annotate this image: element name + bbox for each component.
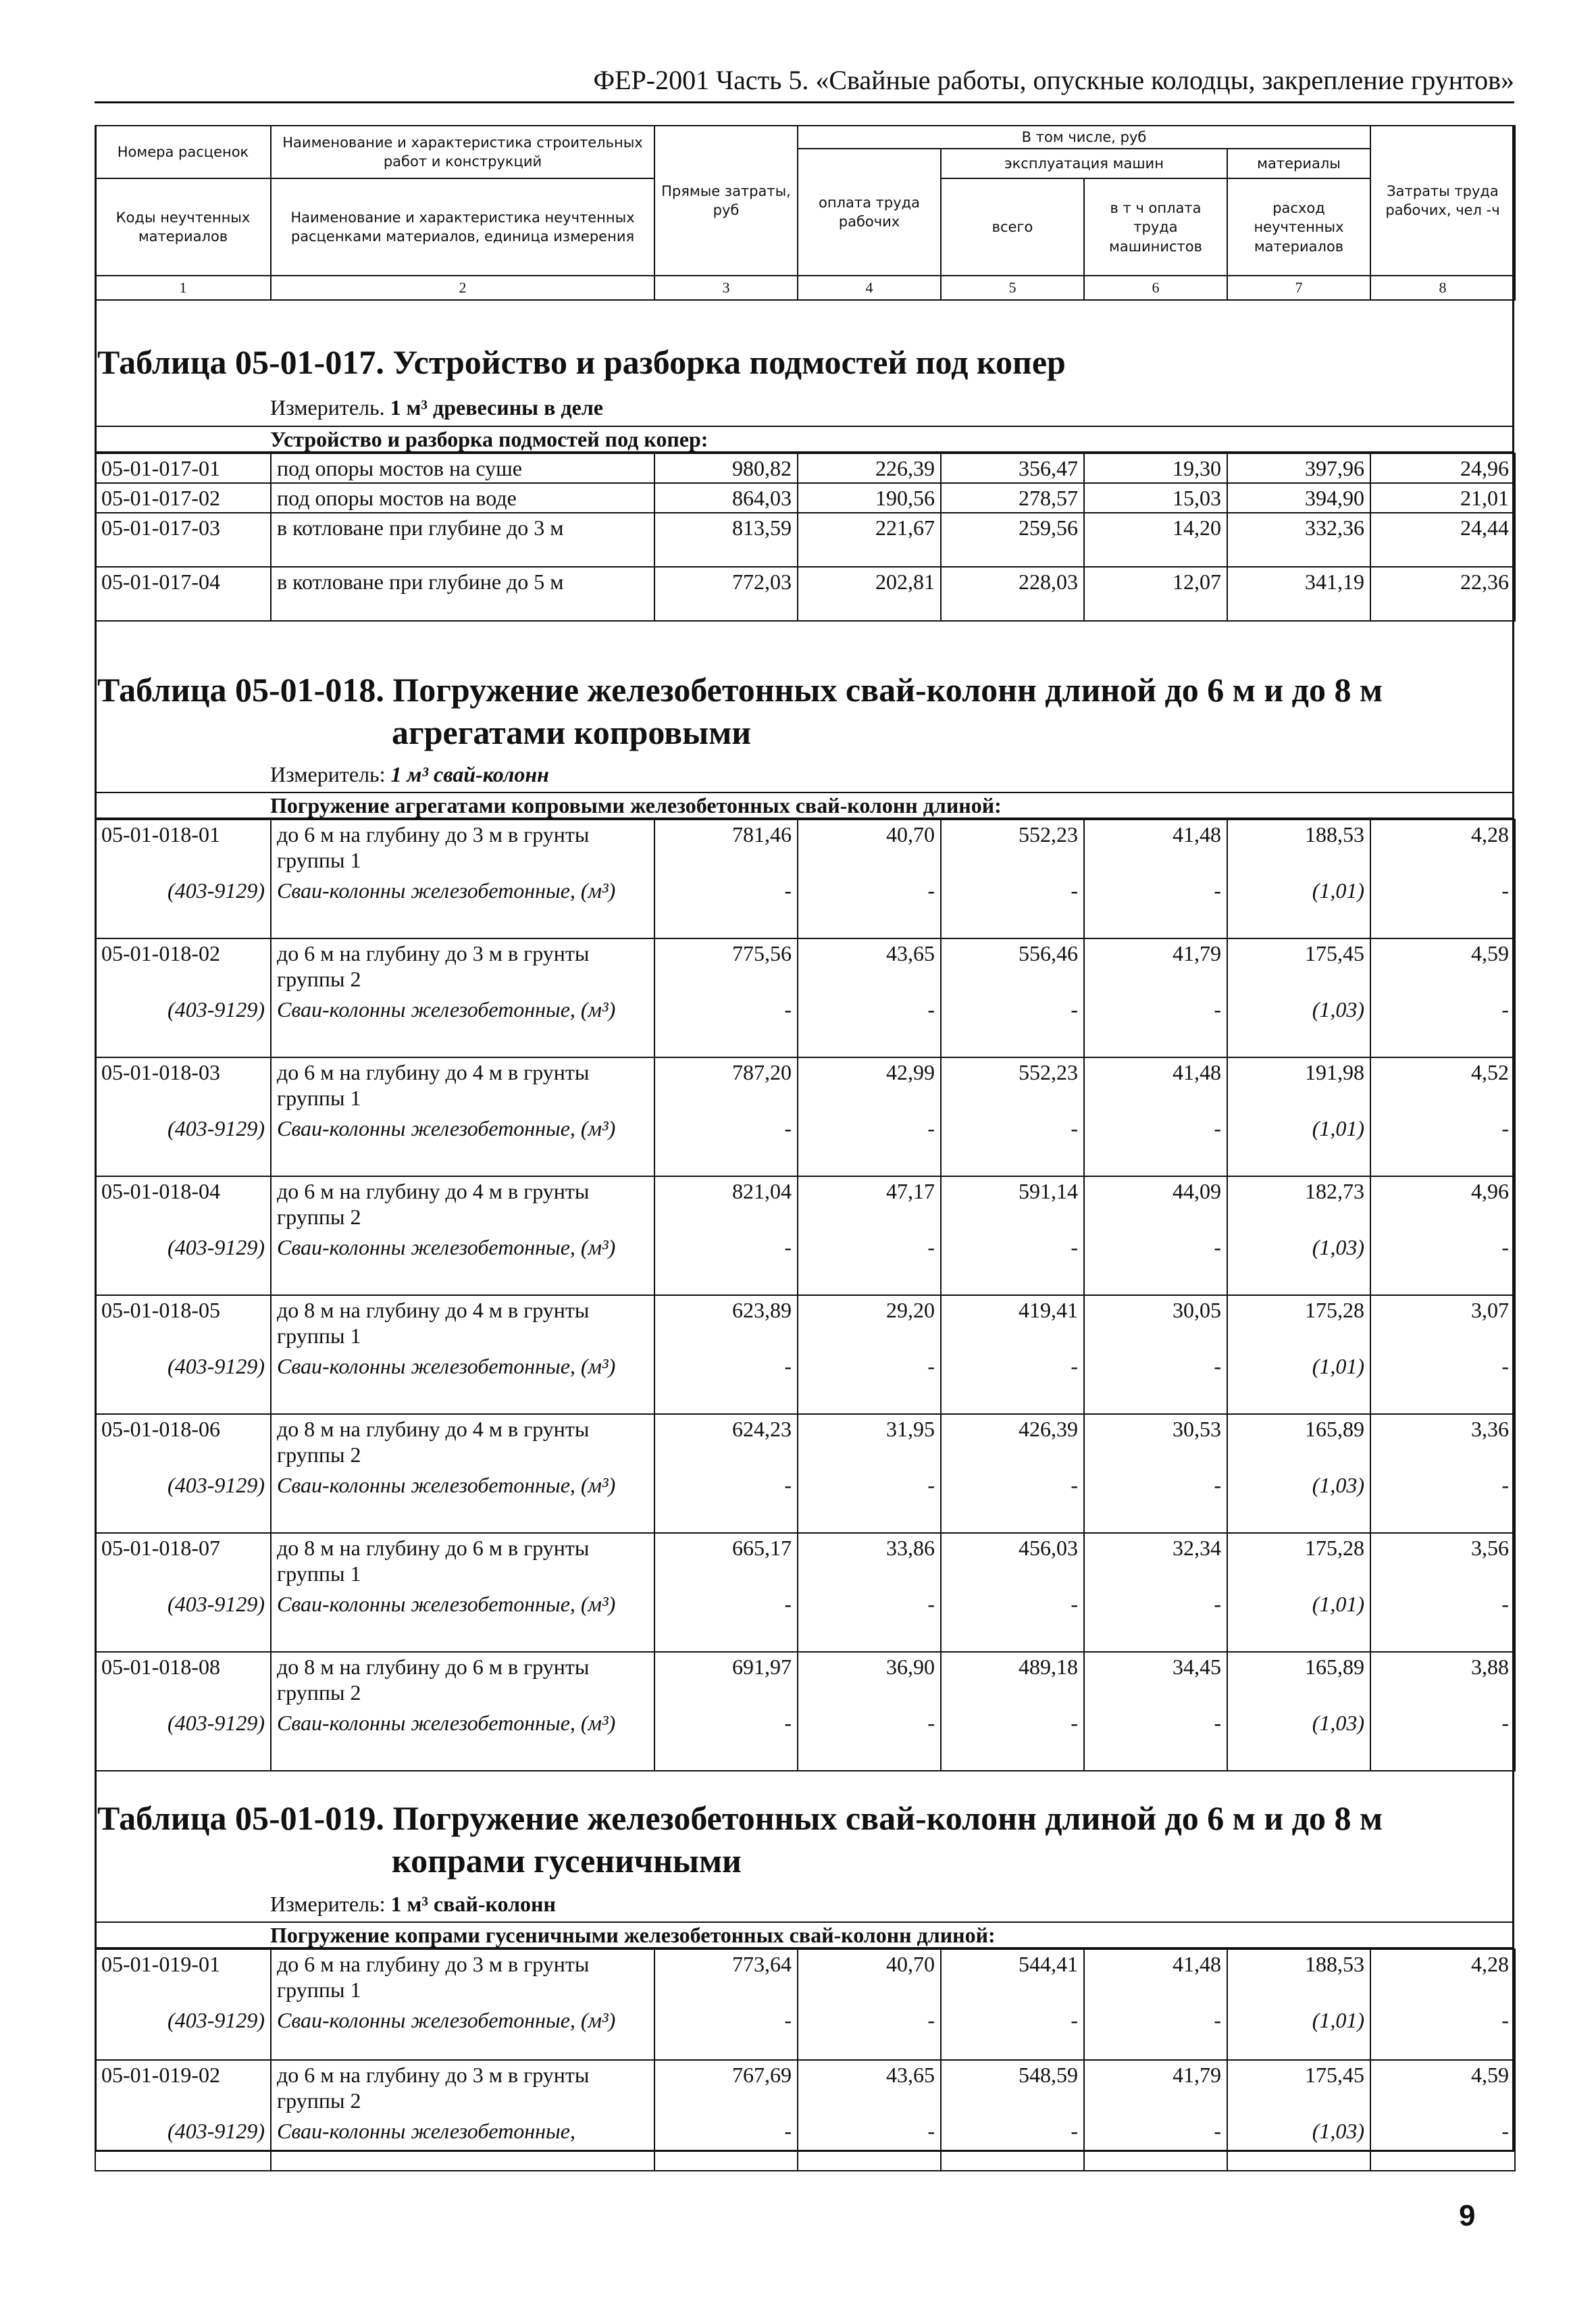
cost-value: 591,14 [941,1176,1084,1233]
rate-code: 05-01-018-03 [95,1057,271,1114]
table-row [95,938,1515,995]
material-value: - [1084,1352,1227,1414]
table-row [95,513,1515,567]
material-value: - [1370,1471,1515,1533]
material-row [95,1590,1515,1652]
measure-value: 1 м³ древесины в деле [390,395,603,420]
cost-value: 767,69 [654,2060,798,2117]
col5-header: всего [941,178,1084,276]
cost-value: 165,89 [1227,1414,1370,1471]
cost-value: 665,17 [654,1533,798,1590]
work-name: до 8 м на глубину до 6 м в грунты группы 2 [271,1652,654,1709]
col2-top: Наименование и характеристика строительных работ и конструкций [271,126,654,178]
material-value: (1,01) [1227,1352,1370,1414]
cost-value: 624,23 [654,1414,798,1471]
cost-value: 41,48 [1084,1949,1227,2006]
cost-value: 4,28 [1370,1949,1515,2006]
cost-value: 394,90 [1227,483,1370,513]
table-row [95,1652,1515,1709]
section-018-table [95,819,1516,1771]
cost-value: 175,45 [1227,2060,1370,2117]
cost-value: 190,56 [798,483,941,513]
cost-value: 188,53 [1227,820,1370,876]
cost-value: 24,96 [1370,453,1515,483]
rate-code: 05-01-018-07 [95,1533,271,1590]
intro-text: Погружение агрегатами копровыми железобетонных свай-колонн длиной: [270,793,1002,818]
table-row [95,1533,1515,1590]
material-value: (1,03) [1227,995,1370,1057]
work-name: до 8 м на глубину до 4 м в грунты группы 2 [271,1414,654,1471]
section-019-intro [95,1921,1514,1948]
cost-value: 188,53 [1227,1949,1370,2006]
material-value: - [941,1709,1084,1771]
material-value: - [654,876,798,938]
header-rule [95,101,1514,103]
material-value: - [1084,1471,1227,1533]
rate-code: 05-01-017-04 [95,567,271,621]
cost-value: 691,97 [654,1652,798,1709]
cost-value: 3,88 [1370,1652,1515,1709]
table-row [95,1176,1515,1233]
col1-bottom: Коды неучтенных материалов [95,178,271,276]
cost-value: 426,39 [941,1414,1084,1471]
material-value: - [1084,1590,1227,1652]
table-row [95,483,1515,513]
cost-value: 175,45 [1227,938,1370,995]
material-code: (403-9129) [95,995,271,1057]
material-row [95,2117,1515,2171]
col-number: 4 [798,276,941,300]
material-value: - [1370,2117,1515,2171]
material-value: - [1084,995,1227,1057]
col-number: 7 [1227,276,1370,300]
cost-value: 228,03 [941,567,1084,621]
material-value: - [1370,1352,1515,1414]
material-value: - [1370,995,1515,1057]
material-value: - [654,995,798,1057]
cost-value: 781,46 [654,820,798,876]
material-row [95,1471,1515,1533]
col8-header: Затраты труда рабочих, чел -ч [1370,126,1515,276]
material-row [95,1114,1515,1176]
col-number: 1 [95,276,271,300]
material-value: - [941,1590,1084,1652]
col-number: 5 [941,276,1084,300]
section-019-measure [270,1892,556,1917]
cost-value: 4,59 [1370,2060,1515,2117]
rate-code: 05-01-017-03 [95,513,271,567]
cost-value: 813,59 [654,513,798,567]
cost-value: 165,89 [1227,1652,1370,1709]
cost-value: 32,34 [1084,1533,1227,1590]
cost-value: 397,96 [1227,453,1370,483]
material-value: - [654,1590,798,1652]
material-value: - [654,2006,798,2060]
material-value: - [654,1114,798,1176]
table-row [95,1949,1515,2006]
materials-header: материалы [1227,149,1370,178]
col2-bottom: Наименование и характеристика неучтенных расценками материалов, единица измерения [271,178,654,276]
cost-value: 556,46 [941,938,1084,995]
material-value: - [798,1590,941,1652]
measure-value: 1 м³ свай-колонн [390,1892,556,1916]
col-number: 6 [1084,276,1227,300]
table-row [95,1057,1515,1114]
material-name: Сваи-колонны железобетонные, (м³) [271,1709,654,1771]
table-row [95,1295,1515,1352]
material-value: - [798,1233,941,1295]
cost-value: 552,23 [941,1057,1084,1114]
rate-code: 05-01-019-01 [95,1949,271,2006]
rate-code: 05-01-018-05 [95,1295,271,1352]
cost-value: 42,99 [798,1057,941,1114]
work-name: до 6 м на глубину до 3 м в грунты группы 1 [271,1949,654,2006]
cost-value: 4,96 [1370,1176,1515,1233]
material-code: (403-9129) [95,876,271,938]
work-name: до 6 м на глубину до 3 м в грунты группы 1 [271,820,654,876]
work-name: до 8 м на глубину до 4 м в грунты группы 1 [271,1295,654,1352]
measure-label: Измеритель: [270,762,386,786]
material-row [95,995,1515,1057]
material-code: (403-9129) [95,2117,271,2171]
col-number: 8 [1370,276,1515,300]
material-value: - [798,1709,941,1771]
cost-value: 31,95 [798,1414,941,1471]
cost-value: 41,79 [1084,2060,1227,2117]
cost-value: 12,07 [1084,567,1227,621]
material-value: (1,01) [1227,1590,1370,1652]
rate-code: 05-01-018-02 [95,938,271,995]
material-value: - [941,1233,1084,1295]
rate-code: 05-01-019-02 [95,2060,271,2117]
cost-value: 980,82 [654,453,798,483]
material-code: (403-9129) [95,1590,271,1652]
rate-code: 05-01-017-02 [95,483,271,513]
cost-value: 30,53 [1084,1414,1227,1471]
cost-value: 772,03 [654,567,798,621]
material-value: - [654,1352,798,1414]
measure-label: Измеритель: [270,1892,386,1916]
material-value: - [798,1352,941,1414]
cost-value: 41,79 [1084,938,1227,995]
material-name: Сваи-колонны железобетонные, (м³) [271,2006,654,2060]
work-name: до 6 м на глубину до 4 м в грунты группы 2 [271,1176,654,1233]
cost-value: 821,04 [654,1176,798,1233]
table-row [95,567,1515,621]
material-value: - [798,1114,941,1176]
material-row [95,876,1515,938]
cost-value: 259,56 [941,513,1084,567]
work-name: до 6 м на глубину до 3 м в грунты группы 2 [271,2060,654,2117]
section-018-intro [95,792,1514,819]
material-value: - [1084,1114,1227,1176]
cost-value: 4,52 [1370,1057,1515,1114]
material-value: - [654,1233,798,1295]
material-value: - [798,995,941,1057]
cost-value: 544,41 [941,1949,1084,2006]
col7-header: расход неучтенных материалов [1227,178,1370,276]
col-number: 3 [654,276,798,300]
cost-value: 21,01 [1370,483,1515,513]
cost-value: 40,70 [798,1949,941,2006]
col1-top: Номера расценок [95,126,271,178]
cost-value: 33,86 [798,1533,941,1590]
material-name: Сваи-колонны железобетонные, (м³) [271,1114,654,1176]
cost-value: 15,03 [1084,483,1227,513]
material-value: - [941,1471,1084,1533]
material-value: - [1370,1114,1515,1176]
material-code: (403-9129) [95,1471,271,1533]
work-name: в котловане при глубине до 5 м [271,567,654,621]
rate-code: 05-01-018-06 [95,1414,271,1471]
material-code: (403-9129) [95,1233,271,1295]
material-code: (403-9129) [95,1709,271,1771]
material-row [95,2006,1515,2060]
cost-value: 356,47 [941,453,1084,483]
cost-value: 221,67 [798,513,941,567]
cost-value: 14,20 [1084,513,1227,567]
cost-value: 44,09 [1084,1176,1227,1233]
cost-value: 773,64 [654,1949,798,2006]
material-name: Сваи-колонны железобетонные, (м³) [271,1590,654,1652]
section-018-title [97,669,1383,753]
material-value: - [941,2117,1084,2171]
material-name: Сваи-колонны железобетонные, (м³) [271,1352,654,1414]
intro-text: Погружение копрами гусеничными железобетонных свай-колонн длиной: [270,1923,996,1947]
running-header: ФЕР-2001 Часть 5. «Свайные работы, опускные колодцы, закрепление грунтов» [593,65,1514,95]
cost-value: 3,36 [1370,1414,1515,1471]
table-row [95,453,1515,483]
col4-header: оплата труда рабочих [798,149,941,276]
cost-value: 41,48 [1084,1057,1227,1114]
cost-value: 489,18 [941,1652,1084,1709]
cost-value: 19,30 [1084,453,1227,483]
section-019-title [97,1797,1383,1882]
cost-value: 3,07 [1370,1295,1515,1352]
section-017-measure [270,395,603,420]
cost-value: 456,03 [941,1533,1084,1590]
cost-value: 24,44 [1370,513,1515,567]
title-line-2: копрами гусеничными [392,1841,742,1880]
material-value: - [941,1114,1084,1176]
material-value: (1,03) [1227,2117,1370,2171]
material-value: - [1084,1709,1227,1771]
material-value: - [941,1352,1084,1414]
material-code: (403-9129) [95,1352,271,1414]
material-value: - [798,2117,941,2171]
rate-code: 05-01-017-01 [95,453,271,483]
cost-value: 226,39 [798,453,941,483]
cost-value: 175,28 [1227,1533,1370,1590]
cost-value: 22,36 [1370,567,1515,621]
cost-value: 47,17 [798,1176,941,1233]
cost-value: 864,03 [654,483,798,513]
col3-header: Прямые затраты, руб [654,126,798,276]
material-row [95,1709,1515,1771]
work-name: до 6 м на глубину до 4 м в грунты группы 1 [271,1057,654,1114]
section-019-table [95,1948,1516,2171]
cost-value: 775,56 [654,938,798,995]
cost-value: 623,89 [654,1295,798,1352]
material-name: Сваи-колонны железобетонные, [271,2117,654,2171]
material-value: - [941,876,1084,938]
cost-value: 332,36 [1227,513,1370,567]
cost-value: 43,65 [798,2060,941,2117]
material-value: (1,03) [1227,1471,1370,1533]
material-value: - [654,1709,798,1771]
material-name: Сваи-колонны железобетонные, (м³) [271,1471,654,1533]
cost-value: 34,45 [1084,1652,1227,1709]
cost-value: 30,05 [1084,1295,1227,1352]
material-value: - [1370,1709,1515,1771]
material-name: Сваи-колонны железобетонные, (м³) [271,876,654,938]
work-name: в котловане при глубине до 3 м [271,513,654,567]
material-row [95,1233,1515,1295]
cost-value: 36,90 [798,1652,941,1709]
cost-value: 40,70 [798,820,941,876]
material-code: (403-9129) [95,2006,271,2060]
material-value: (1,01) [1227,876,1370,938]
work-name: под опоры мостов на воде [271,483,654,513]
material-value: (1,01) [1227,2006,1370,2060]
cost-value: 3,56 [1370,1533,1515,1590]
measure-label: Измеритель. [270,395,385,420]
rate-code: 05-01-018-04 [95,1176,271,1233]
work-name: до 8 м на глубину до 6 м в грунты группы 1 [271,1533,654,1590]
cost-value: 552,23 [941,820,1084,876]
col-number: 2 [271,276,654,300]
material-value: (1,03) [1227,1709,1370,1771]
cost-value: 29,20 [798,1295,941,1352]
rate-code: 05-01-018-08 [95,1652,271,1709]
incl-header: В том числе, руб [798,126,1370,149]
intro-text: Устройство и разборка подмостей под копер: [270,427,709,451]
title-line-1: Таблица 05-01-019. Погружение железобетонных свай-колонн длиной до 6 м и до 8 м [97,1799,1383,1837]
measure-value: 1 м³ свай-колонн [390,762,549,786]
cost-value: 4,59 [1370,938,1515,995]
material-value: (1,03) [1227,1233,1370,1295]
table-row [95,1414,1515,1471]
material-value: - [798,1471,941,1533]
cost-value: 548,59 [941,2060,1084,2117]
cost-value: 175,28 [1227,1295,1370,1352]
column-header-table [95,125,1516,301]
material-value: - [654,2117,798,2171]
material-value: - [1084,876,1227,938]
cost-value: 41,48 [1084,820,1227,876]
material-value: - [1370,1233,1515,1295]
rate-code: 05-01-018-01 [95,820,271,876]
material-value: - [941,2006,1084,2060]
material-value: - [1084,1233,1227,1295]
cost-value: 182,73 [1227,1176,1370,1233]
cost-value: 43,65 [798,938,941,995]
material-name: Сваи-колонны железобетонные, (м³) [271,1233,654,1295]
material-code: (403-9129) [95,1114,271,1176]
section-017-table [95,453,1516,622]
cost-value: 341,19 [1227,567,1370,621]
col6-header: в т ч оплата труда машинистов [1084,178,1227,276]
material-value: - [798,2006,941,2060]
work-name: под опоры мостов на суше [271,453,654,483]
material-value: - [1084,2006,1227,2060]
table-row [95,2060,1515,2117]
material-value: - [1370,2006,1515,2060]
machines-header: эксплуатация машин [941,149,1227,178]
work-name: до 6 м на глубину до 3 м в грунты группы 2 [271,938,654,995]
material-value: - [1370,876,1515,938]
cost-value: 419,41 [941,1295,1084,1352]
cost-value: 787,20 [654,1057,798,1114]
table-row [95,820,1515,876]
material-value: - [1084,2117,1227,2171]
section-017-intro [95,426,1514,453]
cost-value: 191,98 [1227,1057,1370,1114]
section-017-title: Таблица 05-01-017. Устройство и разборка подмостей под копер [97,343,1066,381]
material-value: (1,01) [1227,1114,1370,1176]
material-value: - [798,876,941,938]
material-value: - [941,995,1084,1057]
section-018-measure [270,762,549,787]
cost-value: 4,28 [1370,820,1515,876]
cost-value: 278,57 [941,483,1084,513]
material-name: Сваи-колонны железобетонные, (м³) [271,995,654,1057]
title-line-2: агрегатами копровыми [392,713,752,751]
material-row [95,1352,1515,1414]
material-value: - [654,1471,798,1533]
title-line-1: Таблица 05-01-018. Погружение железобетонных свай-колонн длиной до 6 м и до 8 м [97,671,1383,709]
cost-value: 202,81 [798,567,941,621]
material-value: - [1370,1590,1515,1652]
page-number: 9 [1459,2199,1476,2232]
